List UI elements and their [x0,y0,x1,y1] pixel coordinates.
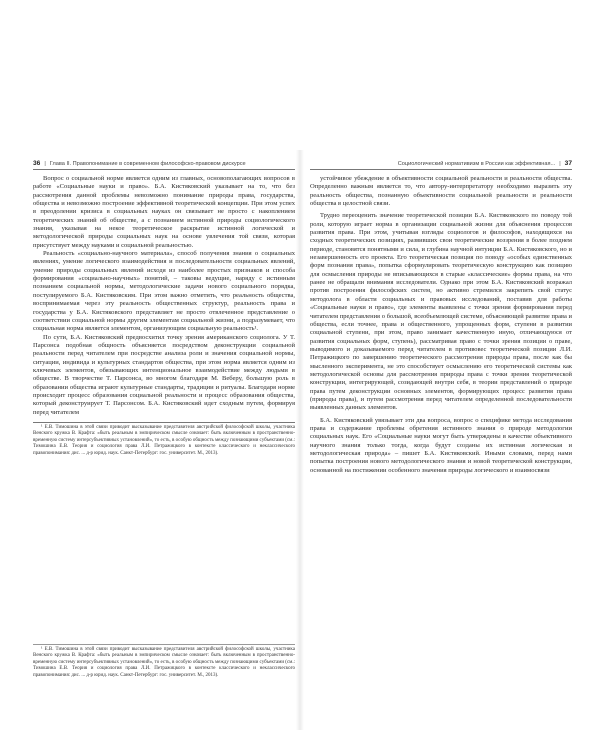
right-paragraph-3: Б.А. Кистяковский увязывает эти два вопроса, вопрос о специфике метода исследования права и содержание проблемы обретения истинного знания о природе методологии социальных наук. Его «Социальные науки могут быть утверждены в качестве объективного научного знания только тогда, когда будут созданы их истинная логическая и методологическая природа» – пишет Б.А. Кистяковский. Иными словами, перед нами попытка построения нового методологического знания и новой теоретической конструкции, основанной на постижении особенного значения природы логического и взаимосвязи [310,416,572,474]
book-gutter [296,150,304,730]
right-page [310,160,572,720]
right-running-head [310,160,572,170]
left-paragraph-2: Реальность «социально-научного материала», способ получения знания о социальных явлениях, умение логического взаимодействия и последовательности социальных явлений, умение природы социальных явлений исходя из наиболее простых признаков и способа формирования «социально-научных» понятий, – таковы ведущие, наряду с истинным познанием социальной нормы, методологические задачи нового социального порядка, постулируемого Б.А. Кистяковским. При этом важно отметить, что реальность общества, воспринимаемая через эту реальность общественных структур, реальность права и государства у Б.А. Кистяковского представляет не просто отвлеченное представление о соответствии социальной нормы другим элементам социальной жизни, а подразумевает, что социальная норма является элементом, организующим социальную реальность¹. [33,250,295,333]
left-page [33,160,295,720]
right-paragraph-1: устойчивое убеждение в объективности социальной реальности и реальности общества. Определенно важным является то, что автору-интерпретатору необходимо выразить эту реальность общества, познанную объективности социальной реальности и реальности общества в целостной связи. [310,175,572,208]
right-paragraph-2: Трудно переоценить значение теоретической позиции Б.А. Кистяковского по поводу той роли, которую играет норма в организации социальной жизни для объяснения процессов развития права. При этом, учитывая взгляды социологов и философов, находящихся на сходных теоретических позициях, развивших свои теоретические воззрения в более позднем периоде, становятся понятными и сила, и глубина научной интуиции Б.А. Кистяковского, но и незавершенность его проекта. Его теоретическая позиция по поводу «особых единственных форм познания права», попытка сформулировать теоретическую конструкцию как позицию для осмысления природы не вписывающихся в старые «классические» формы права, на что ранее не обращали внимания исследователи. Однако при этом Б.А. Кистяковский возражал против построения философских систем, но активно стремился закрепить свой статус методолога в области социальных и правовых исследований, поставив для работы «Социальные науки и право», где элементы выявлены с точки зрения формирования перед читателем представления о большой, всеобъемлющей системе, объясняющей развитие права и общества, если точнее, права и общественного, упрощенных форм, ступени в развитии социальной ступени, при этом, право занимает качественную иную, отличающуюся от развития социальных форм, ступень), рассматривая право с точки зрения позиции о праве, выводимого и доказываемого перед читателем в противовес теоретической позиции Л.И. Петражицкого по завершению теоретического рассмотрения природы права, после как бы мысленного эксперимента, не это способствует осмыслению его теоретической системы как методологической основы для рассмотрения природы права с точки зрения теоретической конструкции, интегрирующей, созидающей внутри себя, в теории представлений о природе права путем деконструкции основных элементов, формирующих процесс развития права (природы права), и путем рассмотрения перед читателем определенной последовательности выявленных данных элементов. [310,212,572,412]
right-section-title: Социологический нормативизм в России как эффективная... [397,161,556,167]
left-footnote-1: ¹ Е.В. Тимошина в этой связи приводит высказывание представителя австрийской философской школы, участника Венского кружка В. Крафта: «быть реальным в эмпирическом смысле означает: быть включенным в пространственно-временную систему интерсубъективных установлений», то есть, в особую общность между познающими субъектами (см.: Тимошина Е.В. Теория и социология права Л.И. Петражицкого в контексте классического и неклассического правопонимания: дис. ... д-р юрид. наук. Санкт-Петербург: гос. университет. М., 2013). [33,424,295,456]
left-paragraph-3: По сути, Б.А. Кистяковский предвосхитил точку зрения американского социолога. У Т. Парсонса подобная общность объясняется посредством деконструкции социальной реальности перед читателем при посредстве анализа роли и значения социальной нормы, ситуации, индивида и культурных стандартов общества, при этом норма является одним из ключевых элементов, обязывающих интенциональное взаимодействие между людьми в обществе. В творчестве Т. Парсонса, во многом благодаря М. Веберу, большую роль в образовании общества играют культурные стандарты, традиции и ритуалы. Благодаря норме происходит процесс образования социальной реальности и процесс образования общества, который деконструирует Т. Парсонсом. Б.А. Кистяковский идет сходным путем, формируя перед читателем [33,333,295,416]
header-separator: | [559,161,561,167]
left-chapter-title: Глава II. Правопонимание в современном философско-правовом дискурсе [49,161,246,167]
left-page-number: 36 [33,160,41,167]
left-paragraph-1: Вопрос о социальной норме является одним из главных, основополагающих вопросов в работе «Социальные науки и право». Б.А. Кистяковский указывает на то, что без рассмотрения данной проблемы невозможно понимание природы права, государства, общества и невозможно построение эффективной теоретической концепции. При этом успех в преодолении кризиса в социальных науках он связывает не просто с накоплением теоретических знаний об обществе, а с познанием истинной природы социологического знания, указывая на некое теоретическое раскрытие истинной логической и методологической природы социальных наук на основе увлечения той связи, которая присутствует между науками и социальной реальностью. [33,175,295,249]
header-separator: | [44,161,46,167]
left-running-head [33,160,295,170]
left-bottom-footnote [33,644,295,679]
right-page-number: 37 [564,160,572,167]
left-footnotes [33,422,295,457]
left-bottom-footnote-text: ¹ Е.В. Тимошина в этой связи приводит высказывание представителя австрийской философской школы, участника Венского кружка В. Крафта: «быть реальным в эмпирическом смысле означает: быть включенным в пространственно-временную систему интерсубъективных установлений», то есть, в особую общность между познающими субъектами (см.: Тимошина Е.В. Теория и социология права Л.И. Петражицкого в контексте классического и неклассического правопонимания: дис. ... д-р юрид. наук. Санкт-Петербург: гос. университет. М., 2013). [33,647,295,678]
